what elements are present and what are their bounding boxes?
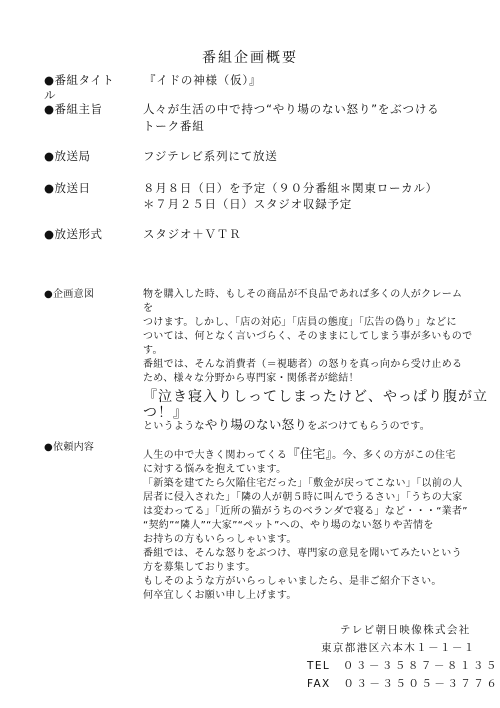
request-first-emphasis: 『住宅』 [287,446,333,461]
request-line: “契約”“隣人”“大家”“ペット”への、やり場のない怒りや苦情を [143,520,434,531]
intent-line: つけます。しかし、「店の対応」「店員の態度」「広告の偽り」などに [143,317,457,328]
section-label-intent: ●企画意図 [44,289,95,300]
page-title: 番組企画概要 [202,50,298,66]
request-line: 番組では、そんな怒りをぶつけ、専門家の意見を聞いてみたいという [143,548,462,559]
request-first-post: 。今、多くの方がこの住宅 [332,450,456,461]
request-first-pre: 人生の中で大きく関わってくる [143,450,288,461]
footer-fax-number: ０３－３５０５－３７７６ [343,678,500,690]
request-line: 方を募集しております。 [143,562,256,573]
request-first-line [143,447,456,463]
field-label-program-title-wrap: ル [44,88,56,102]
intent-closing [143,418,430,434]
request-line: に対する悩みを抱えています。 [143,464,287,475]
field-value-air-date-line: ８月８日（日）を予定（９０分番組＊関東ローカル） [143,181,438,195]
intent-line: ため、様々な分野から専門家・関係者が総結！ [143,373,359,384]
intent-quote-line: 『泣き寝入りしってしまったけど、やっぱり腹が立 [143,389,488,405]
field-value-purpose-line: トーク番組 [143,119,205,133]
footer-tel [307,658,499,673]
field-value-program-title: 『イドの神様（仮）』 [144,73,262,87]
request-line: もしそのような方がいらっしゃいましたら、是非ご紹介下さい。 [143,576,442,587]
request-line: は変わってる」「近所の猫がうちのベランダで寝る」など・・・“業者” [143,506,468,517]
intent-line: を [143,303,154,314]
footer-tel-number: ０３－３５８７－８１３５ [342,660,499,672]
request-line: お持ちの方もいらっしゃいます。 [143,534,297,545]
request-line: 「新築を建てたら欠陥住宅だった」「敷金が戻ってこない」「以前の人 [143,478,463,489]
section-label-request: ●依頼内容 [44,442,95,453]
intent-line: す。 [143,345,163,356]
footer-address: 東京都港区六本木１－１－１ [321,642,476,654]
footer-company: テレビ朝日映像株式会社 [340,624,471,636]
intent-line: 物を購入した時、もしその商品が不良品であれば多くの人がクレーム [143,289,463,300]
request-line: 居者に侵入された」「隣の人が朝５時に叫んでうるさい」「うちの大家 [143,492,463,503]
request-line: 何卒宜しくお願い申し上げます。 [143,590,297,601]
footer-fax [307,676,499,691]
intent-closing-pre: というような [143,421,205,432]
field-value-format: スタジオ＋ＶＴＲ [143,227,242,241]
intent-line: ついては、何となく言いづらく、そのままにしてしまう事が多いもので [143,331,473,342]
intent-closing-post: をぶつけてもらうのです。 [307,421,431,432]
field-label-air-date: ●放送日 [44,181,91,195]
intent-line: 番組では、そんな消費者（＝視聴者）の怒りを真っ向から受け止める [143,359,463,370]
field-label-station: ●放送局 [44,149,91,163]
footer-fax-label: FAX [307,678,331,690]
field-label-purpose: ●番組主旨 [44,102,103,116]
intent-closing-emphasis: やり場のない怒り [204,417,308,432]
field-value-station: フジテレビ系列にて放送 [143,149,278,163]
intent-quote-line: つ！』 [143,405,188,421]
footer-tel-label: TEL [307,660,331,672]
field-label-program-title: ●番組タイト [44,73,115,87]
field-value-air-date-line: ＊７月２５日（日）スタジオ収録予定 [143,197,353,211]
field-value-purpose-line: 人々が生活の中で持つ“やり場のない怒り”をぶつける [143,102,440,116]
field-label-format: ●放送形式 [44,227,103,241]
